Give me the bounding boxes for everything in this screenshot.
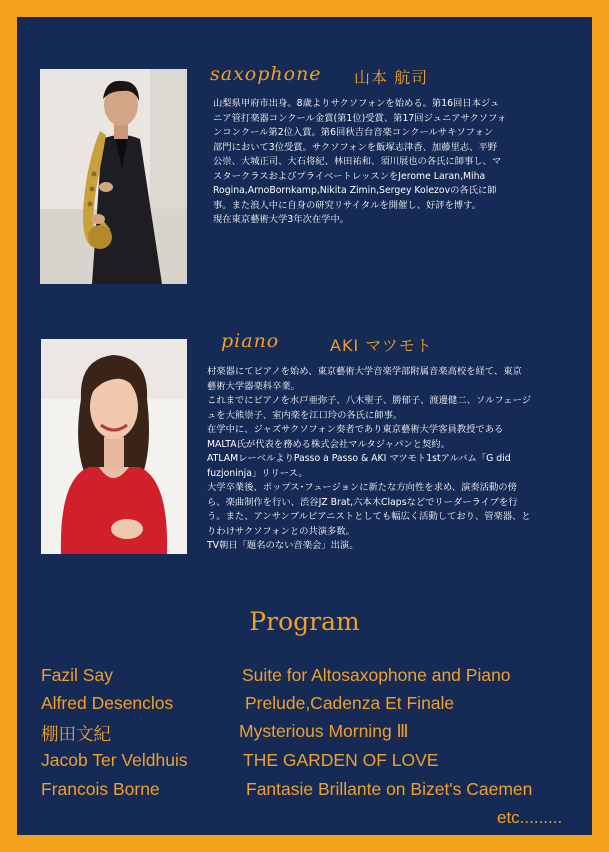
bio-line: 公崇、大城正司、大石将紀、林田祐和、須川展也の各氏に師事し、マ <box>213 156 502 167</box>
pianist-bio <box>207 365 585 554</box>
bio-line: ATLAMレーベルよりPasso a Passo & AKI マツモト1stアルバム「G did <box>207 453 511 464</box>
program-composer: 棚田文紀 <box>41 724 111 744</box>
program-item <box>41 779 601 807</box>
program-composer: Fazil Say <box>41 665 113 685</box>
bio-line: ュを大熊崇子、室内楽を江口玲の各氏に師事。 <box>207 409 403 421</box>
program-work: Fantasie Brillante on Bizet's Caemen <box>246 779 533 799</box>
program-item <box>41 750 601 778</box>
bio-line: 村楽器にてピアノを始め、東京藝術大学音楽学部附属音楽高校を経て、東京 <box>207 366 522 377</box>
bio-line: スタークラスおよびプライベートレッスンをJerome Laran,Miha <box>213 170 486 182</box>
program-work: Suite for Altosaxophone and Piano <box>242 665 511 685</box>
saxophonist-bio <box>213 97 553 228</box>
bio-line: これまでにピアノを水戸亜弥子、八木聖子、勝郁子、渡邊健二、ソルフェージ <box>207 395 531 406</box>
program-work: THE GARDEN OF LOVE <box>243 750 439 770</box>
program-item <box>41 665 601 693</box>
bio-line: ニア管打楽器コンクール金賞(第1位)受賞、第17回ジュニアサクソフォ <box>213 112 507 124</box>
performer-name-piano: AKI マツモト <box>330 336 433 355</box>
program-etc: etc......... <box>497 808 563 827</box>
instrument-label-saxophone: saxophone <box>210 63 322 85</box>
flyer-panel <box>17 17 592 835</box>
bio-line: りわけサクソフォンとの共演多数。 <box>207 525 355 537</box>
bio-line: う。また、アンサンブルピアニストとしても幅広く活動しており、管楽器、と <box>207 511 531 522</box>
program-composer: Francois Borne <box>41 779 160 799</box>
bio-line: 大学卒業後、ポップス･フュージョンに新たな方向性を求め、演奏活動の傍 <box>207 482 517 493</box>
program-work: Mysterious Morning Ⅲ <box>239 721 409 741</box>
bio-line: 部門において3位受賞。サクソフォンを飯塚志津香、加藤里志、平野 <box>213 141 497 153</box>
bio-line: ら、楽曲制作を行い、渋谷JZ Brat,六本木Clapsなどでリーダーライブを行 <box>207 496 518 508</box>
bio-line: 藝術大学器楽科卒業。 <box>207 380 300 392</box>
bio-line: 事。また浪人中に自身の研究リサイタルを開催し、好評を博す。 <box>213 199 482 211</box>
program-composer: Alfred Desenclos <box>41 693 174 713</box>
bio-line: 在学中に、ジャズサクソフォン奏者であり東京藝術大学客員教授である <box>207 424 504 435</box>
performer-name-saxophone: 山本 航司 <box>354 68 429 87</box>
instrument-label-piano: piano <box>221 330 280 352</box>
bio-line: TV朝日「題名のない音楽会」出演。 <box>207 540 359 551</box>
bio-line: 山梨県甲府市出身。8歳よりサクソフォンを始める。第16回日本ジュ <box>213 98 500 109</box>
program-composer: Jacob Ter Veldhuis <box>41 750 188 770</box>
bio-line: fuzjoninja」リリース。 <box>207 467 308 479</box>
bio-line: Rogina,ArnoBornkamp,Nikita Zimin,Sergey Kolezovの各氏に師 <box>213 185 497 196</box>
program-item <box>41 721 601 749</box>
program-title: Program <box>249 607 360 636</box>
bio-line: ンコンクール第2位入賞。第6回秋吉台音楽コンクールサキソフォン <box>213 127 494 138</box>
saxophonist-photo <box>40 69 187 284</box>
bio-line: MALTA氏が代表を務める株式会社マルタジャパンと契約。 <box>207 438 450 450</box>
pianist-photo <box>41 339 187 554</box>
bio-line: 現在東京藝術大学3年次在学中。 <box>213 214 350 225</box>
program-item <box>41 693 601 721</box>
program-work: Prelude,Cadenza Et Finale <box>245 693 455 713</box>
